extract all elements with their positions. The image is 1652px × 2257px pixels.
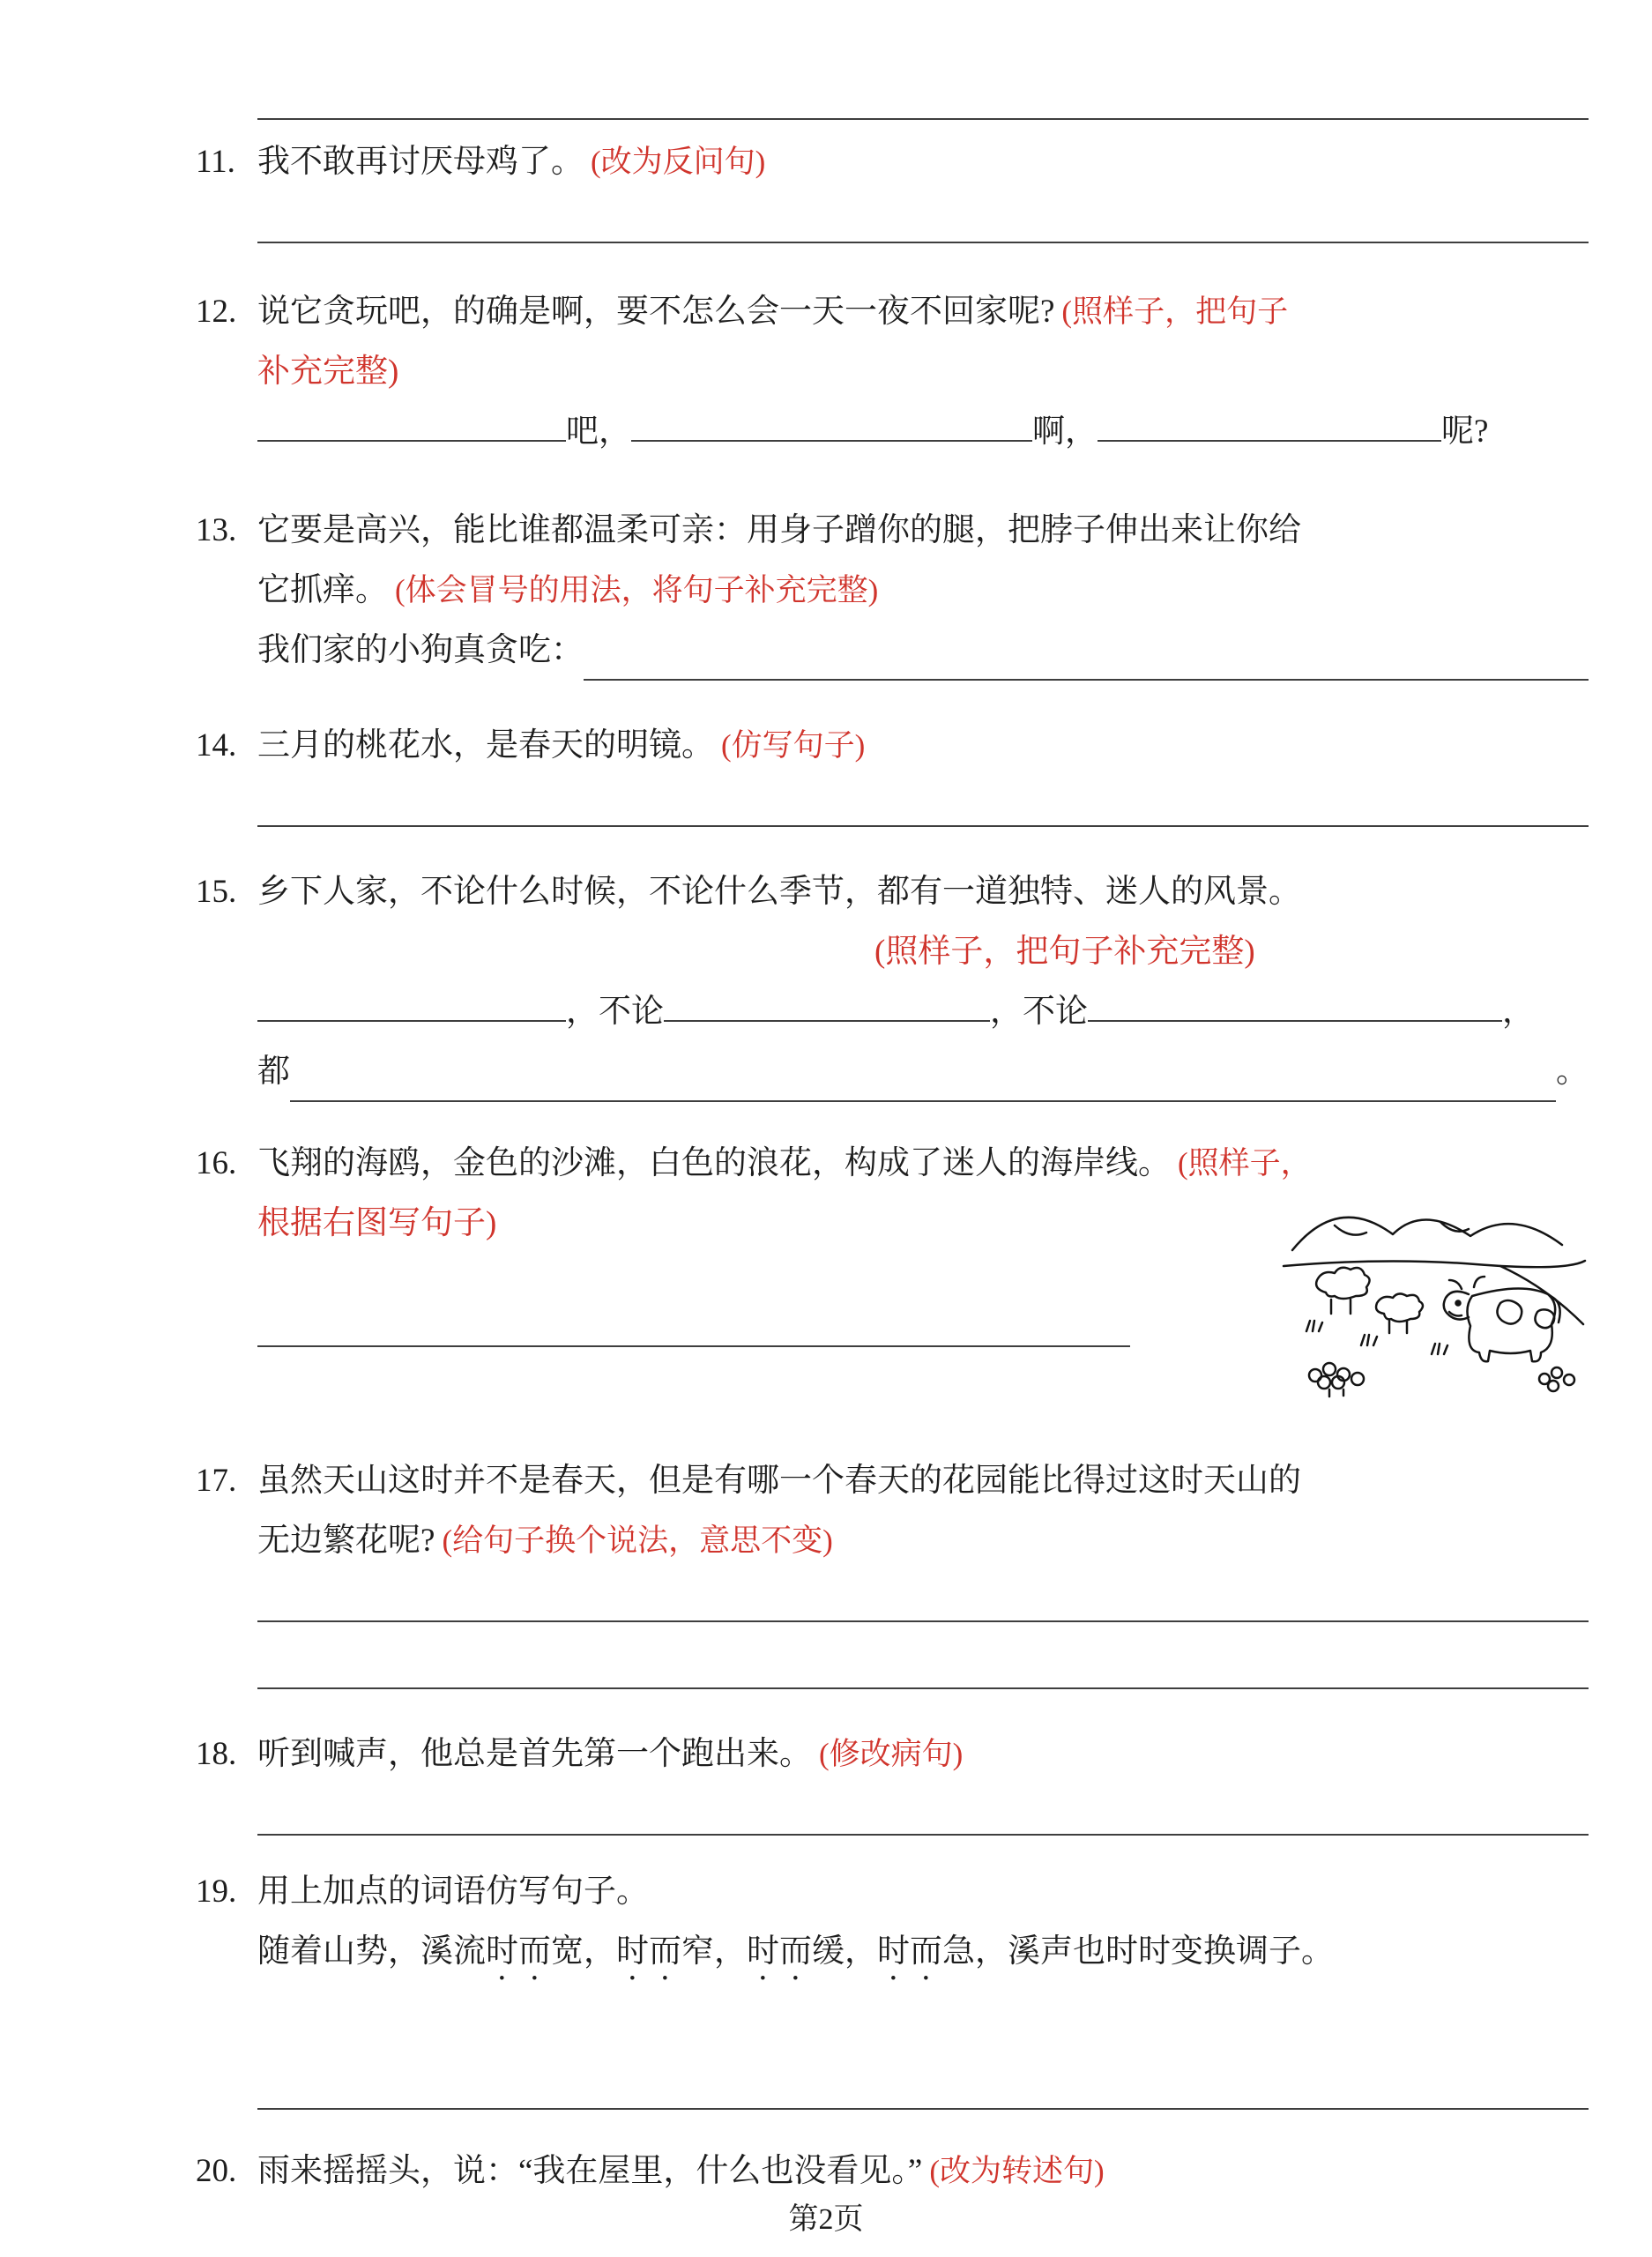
question-18-line [257,1724,1589,1784]
question-18 [196,1724,1589,1836]
fill-blank [1098,403,1441,442]
question-19-number: 19. [196,1873,237,1910]
fill-tail-2: 。 [1556,1054,1589,1090]
question-13-prompt: 我们家的小狗真贪吃： [257,632,584,668]
pasture-illustration [1280,1180,1589,1398]
question-16 [196,1134,1589,1425]
answer-line [257,1571,1589,1622]
question-15-number: 15. [196,874,237,910]
fill-separator-1: ，不论 [566,994,664,1030]
question-17 [196,1451,1589,1689]
question-18-body [257,1724,1589,1836]
question-16-text: 飞翔的海鸥，金色的沙滩，白色的浪花，构成了迷人的海岸线。 [257,1145,1171,1181]
question-11 [196,132,1589,243]
answer-line [257,1622,1589,1689]
question-11-note: (改为反问句) [591,145,766,179]
question-15-fill-row-2 [257,1042,1589,1102]
question-18-text: 听到喊声，他总是首先第一个跑出来。 [257,1736,812,1772]
question-19-sentence [257,1922,1589,1988]
question-15 [196,862,1589,1102]
emphasized-word: 时而 [877,1933,942,1970]
fill-separator-2: ，不论 [990,994,1088,1030]
question-15-fill-row-1 [257,982,1589,1042]
question-17-text-part1: 虽然天山这时并不是春天，但是有哪一个春天的花园能比得过这时天山的 [257,1463,1301,1499]
question-12-note-part1: (照样子，把句子 [1061,294,1289,329]
question-13-text-part1: 它要是高兴，能比谁都温柔可亲：用身子蹭你的腿，把脖子伸出来让你给 [257,512,1301,548]
fill-blank [257,983,566,1022]
question-11-body [257,132,1589,243]
question-12-number: 12. [196,294,237,330]
question-19 [196,1862,1589,2110]
question-15-note: (照样子，把句子补充完整) [874,934,1255,970]
question-16-body [257,1134,1589,1425]
question-20-line [257,2142,1589,2201]
question-17-note: (给句子换个说法，意思不变) [442,1523,833,1558]
question-14-line [257,716,1589,776]
question-12-line [257,282,1589,402]
answer-line [257,192,1589,243]
question-15-body [257,862,1589,1102]
question-14 [196,716,1589,827]
question-20 [196,2142,1589,2201]
fill-tail-1: ， [1502,994,1535,1030]
fill-blank [257,403,566,442]
question-14-number: 14. [196,727,237,764]
answer-line [257,776,1589,827]
question-14-body [257,716,1589,827]
sentence-segment: 随着山势，溪流 [257,1933,486,1970]
question-12-fill-row [257,402,1589,462]
sentence-segment: 急，溪声也时时变换调子。 [942,1933,1334,1970]
question-13-text-part2: 它抓痒。 [257,572,388,608]
question-19-text: 用上加点的词语仿写句子。 [257,1873,649,1910]
question-16-note-part2: 根据右图写句子) [257,1205,497,1241]
question-14-text: 三月的桃花水，是春天的明镜。 [257,727,714,764]
emphasized-word: 时而 [486,1933,551,1970]
question-12 [196,282,1589,462]
page-number: 第2页 [788,2203,864,2236]
question-20-note: (改为转述句) [929,2154,1105,2188]
question-14-note: (仿写句子) [721,728,866,763]
emphasized-word: 时而 [747,1933,812,1970]
question-11-text: 我不敢再讨厌母鸡了。 [257,144,584,180]
answer-line [257,1296,1130,1347]
question-13 [196,501,1589,681]
question-16-number: 16. [196,1145,237,1181]
question-11-line [257,132,1589,192]
question-15-text: 乡下人家，不论什么时候，不论什么季节，都有一道独特、迷人的风景。 [257,874,1301,910]
sentence-segment: 缓， [812,1933,877,1970]
question-13-note: (体会冒号的用法，将句子补充完整) [395,573,879,607]
sheep-figure [1316,1268,1423,1333]
question-18-note: (修改病句) [819,1737,964,1771]
question-17-number: 17. [196,1463,237,1499]
mountains [1284,1218,1585,1324]
question-13-line [257,501,1589,621]
question-17-body [257,1451,1589,1689]
fill-blank [664,983,990,1022]
emphasized-word: 时而 [616,1933,681,1970]
sentence-segment: 窄， [681,1933,747,1970]
question-20-text: 雨来摇摇头，说：“我在屋里，什么也没看见。” [257,2153,923,2189]
answer-line-top [257,88,1589,120]
answer-line [257,2066,1589,2110]
question-17-text-part2: 无边繁花呢? [257,1523,435,1559]
grass-tufts [1306,1321,1447,1354]
question-12-note-part2: 补充完整) [257,354,399,390]
fill-lead: 都 [257,1054,290,1090]
question-18-number: 18. [196,1736,237,1772]
fill-word-2: 啊， [1032,413,1098,450]
fill-blank [1088,983,1502,1022]
question-13-answer-row [257,621,1589,681]
question-19-body [257,1862,1589,2110]
answer-line [257,1784,1589,1836]
question-20-number: 20. [196,2153,237,2189]
sentence-segment: 宽， [551,1933,616,1970]
question-17-line [257,1451,1589,1571]
question-12-text: 说它贪玩吧，的确是啊，要不怎么会一天一夜不回家呢? [257,294,1055,330]
question-13-number: 13. [196,512,237,548]
fill-blank [290,1056,1556,1102]
fill-word-1: 吧， [566,413,631,450]
fill-word-3: 呢? [1441,413,1489,450]
flower-clusters [1309,1363,1574,1397]
fill-blank [631,403,1032,442]
question-13-body [257,501,1589,681]
question-12-body [257,282,1589,462]
answer-line [584,635,1589,681]
question-16-note-part1: (照样子， [1178,1146,1312,1181]
question-11-number: 11. [196,144,235,180]
question-20-body [257,2142,1589,2201]
